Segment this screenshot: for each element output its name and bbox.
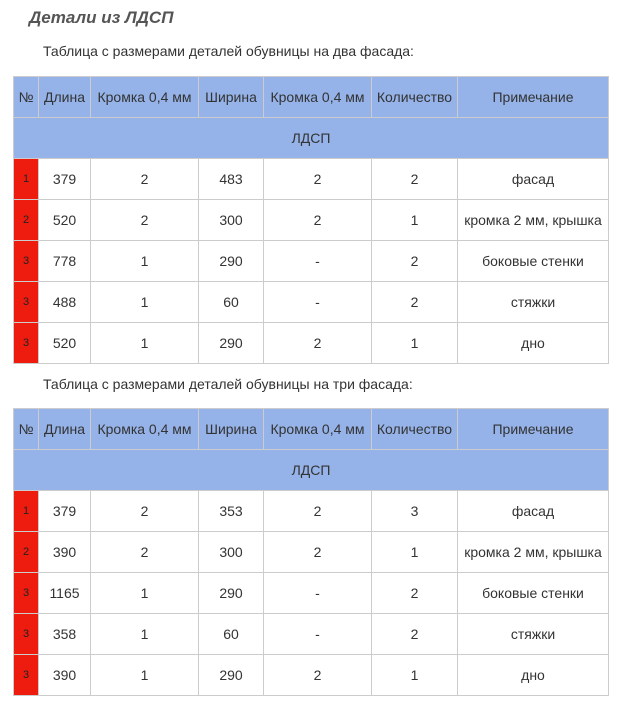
col-header-number: № <box>14 77 39 118</box>
col-header-edge-2: Кромка 0,4 мм <box>264 77 372 118</box>
table-caption: Таблица с размерами деталей обувницы на два фасада: <box>43 43 414 59</box>
row-number: 2 <box>14 200 39 241</box>
table-row <box>14 282 609 323</box>
row-number: 3 <box>14 614 39 655</box>
cell-length: 390 <box>39 655 91 696</box>
cell-length: 778 <box>39 241 91 282</box>
cell-length: 488 <box>39 282 91 323</box>
cell-length: 379 <box>39 159 91 200</box>
header-row <box>14 77 609 118</box>
section-row <box>14 450 609 491</box>
table-row <box>14 491 609 532</box>
cell-edge-2: - <box>264 614 372 655</box>
cell-edge-2: - <box>264 282 372 323</box>
table-row <box>14 159 609 200</box>
row-number: 3 <box>14 655 39 696</box>
page-title: Детали из ЛДСП <box>29 8 174 27</box>
cell-width: 290 <box>199 323 264 364</box>
table-row <box>14 200 609 241</box>
section-label: ЛДСП <box>14 450 609 491</box>
col-header-length: Длина <box>39 409 91 450</box>
cell-note: фасад <box>458 159 609 200</box>
cell-note: боковые стенки <box>458 241 609 282</box>
cell-length: 1165 <box>39 573 91 614</box>
col-header-quantity: Количество <box>372 77 458 118</box>
cell-width: 300 <box>199 532 264 573</box>
cell-edge-1: 2 <box>91 200 199 241</box>
cell-edge-2: - <box>264 573 372 614</box>
cell-note: стяжки <box>458 282 609 323</box>
cell-edge-1: 1 <box>91 614 199 655</box>
col-header-quantity: Количество <box>372 409 458 450</box>
cell-length: 520 <box>39 200 91 241</box>
section-row <box>14 118 609 159</box>
col-header-length: Длина <box>39 77 91 118</box>
table-caption: Таблица с размерами деталей обувницы на три фасада: <box>43 376 413 392</box>
table-row <box>14 614 609 655</box>
cell-edge-1: 1 <box>91 655 199 696</box>
cell-width: 353 <box>199 491 264 532</box>
cell-note: стяжки <box>458 614 609 655</box>
row-number: 2 <box>14 532 39 573</box>
table-row <box>14 573 609 614</box>
cell-width: 60 <box>199 282 264 323</box>
cell-edge-1: 2 <box>91 159 199 200</box>
col-header-edge-1: Кромка 0,4 мм <box>91 77 199 118</box>
cell-edge-1: 1 <box>91 573 199 614</box>
cell-note: кромка 2 мм, крышка <box>458 532 609 573</box>
cell-edge-2: 2 <box>264 532 372 573</box>
cell-length: 390 <box>39 532 91 573</box>
cell-edge-1: 1 <box>91 241 199 282</box>
cell-width: 290 <box>199 573 264 614</box>
cell-width: 290 <box>199 655 264 696</box>
cell-quantity: 1 <box>372 532 458 573</box>
cell-quantity: 2 <box>372 241 458 282</box>
cell-width: 60 <box>199 614 264 655</box>
cell-quantity: 2 <box>372 573 458 614</box>
cell-quantity: 1 <box>372 323 458 364</box>
parts-table-two-facades <box>13 76 609 364</box>
col-header-edge-1: Кромка 0,4 мм <box>91 409 199 450</box>
cell-note: дно <box>458 655 609 696</box>
cell-width: 300 <box>199 200 264 241</box>
cell-width: 290 <box>199 241 264 282</box>
table-row <box>14 241 609 282</box>
table-row <box>14 323 609 364</box>
table-row <box>14 532 609 573</box>
cell-length: 520 <box>39 323 91 364</box>
table-row <box>14 655 609 696</box>
cell-edge-2: 2 <box>264 159 372 200</box>
parts-table-three-facades <box>13 408 609 696</box>
cell-note: боковые стенки <box>458 573 609 614</box>
cell-edge-2: 2 <box>264 200 372 241</box>
cell-width: 483 <box>199 159 264 200</box>
cell-quantity: 3 <box>372 491 458 532</box>
col-header-number: № <box>14 409 39 450</box>
cell-edge-2: - <box>264 241 372 282</box>
cell-quantity: 2 <box>372 159 458 200</box>
row-number: 1 <box>14 491 39 532</box>
col-header-note: Примечание <box>458 409 609 450</box>
cell-length: 379 <box>39 491 91 532</box>
section-label: ЛДСП <box>14 118 609 159</box>
cell-edge-2: 2 <box>264 655 372 696</box>
row-number: 3 <box>14 323 39 364</box>
cell-note: фасад <box>458 491 609 532</box>
row-number: 3 <box>14 573 39 614</box>
row-number: 3 <box>14 282 39 323</box>
cell-quantity: 1 <box>372 655 458 696</box>
cell-edge-1: 1 <box>91 323 199 364</box>
col-header-width: Ширина <box>199 77 264 118</box>
col-header-edge-2: Кромка 0,4 мм <box>264 409 372 450</box>
cell-edge-2: 2 <box>264 491 372 532</box>
row-number: 1 <box>14 159 39 200</box>
cell-note: дно <box>458 323 609 364</box>
cell-edge-2: 2 <box>264 323 372 364</box>
cell-edge-1: 2 <box>91 532 199 573</box>
header-row <box>14 409 609 450</box>
cell-edge-1: 2 <box>91 491 199 532</box>
col-header-width: Ширина <box>199 409 264 450</box>
cell-quantity: 1 <box>372 200 458 241</box>
cell-edge-1: 1 <box>91 282 199 323</box>
cell-note: кромка 2 мм, крышка <box>458 200 609 241</box>
cell-quantity: 2 <box>372 282 458 323</box>
col-header-note: Примечание <box>458 77 609 118</box>
cell-quantity: 2 <box>372 614 458 655</box>
cell-length: 358 <box>39 614 91 655</box>
row-number: 3 <box>14 241 39 282</box>
